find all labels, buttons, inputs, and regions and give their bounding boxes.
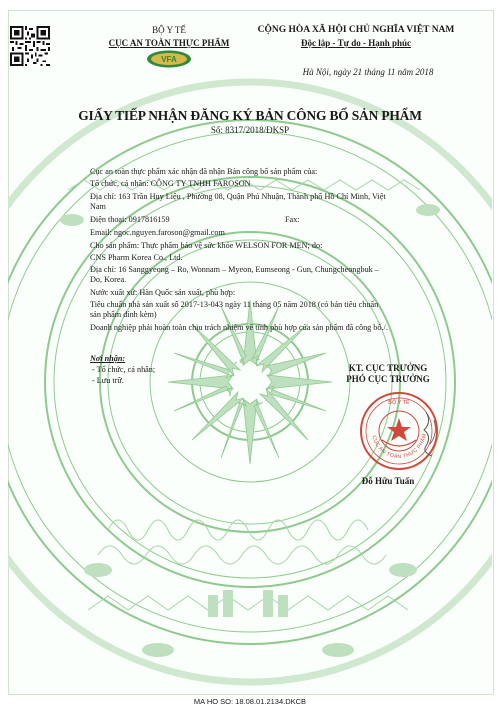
vfa-logo: [145, 49, 193, 69]
signer-role-2: PHÓ CỤC TRƯỞNG: [346, 374, 430, 384]
agency-name: CỤC AN TOÀN THỰC PHẨM: [108, 38, 230, 48]
official-stamp: [356, 390, 456, 472]
organization-line: Tổ chức, cá nhân: CÔNG TY TNHH FAROSON: [90, 179, 251, 188]
recipient-item: - Tổ chức, cá nhân;: [92, 365, 156, 374]
address-line-1: Địa chỉ: 163 Trần Huy Liệu , Phường 08, Quận Phú Nhuận, Thành phố Hồ Chí Minh, Việt: [90, 192, 386, 201]
manufacturer-address-line-2: Do, Korea.: [90, 275, 127, 284]
product-line: Cho sản phẩm: Thực phẩm bảo vệ sức khỏe WELSON FOR MEN; do:: [90, 241, 323, 250]
address-line-2: Nam: [90, 202, 106, 211]
dossier-code: MA HO SO: 18.08.01.2134.DKCB: [193, 697, 307, 706]
recipients-heading: Nơi nhận:: [90, 354, 126, 363]
signer-name: Đỗ Hữu Tuấn: [361, 476, 415, 486]
intro-line: Cục an toàn thực phẩm xác nhận đã nhận Bản công bố sản phẩm của:: [90, 167, 318, 176]
vfa-logo-text: VFA: [161, 55, 177, 64]
manufacturer-line: CNS Pharm Korea Co., Ltd.: [90, 253, 183, 262]
place-and-date: Hà Nội, ngày 21 tháng 11 năm 2018: [302, 67, 434, 77]
stamp-top-text: BỘ Y TẾ: [388, 400, 410, 406]
fax-line: Fax:: [285, 215, 300, 224]
responsibility-line: Doanh nghiệp phải hoàn toàn chịu trách nhiệm về tính phù hợp của sản phẩm đã công bố./.: [90, 323, 388, 332]
phone-line: Điện thoại: 0917816159: [90, 215, 170, 224]
national-motto: Độc lập - Tự do - Hạnh phúc: [300, 38, 411, 48]
qr-code: [10, 26, 50, 66]
certificate-number: Số: 8317/2018/ĐKSP: [210, 125, 290, 135]
origin-line: Nước xuất xứ: Hàn Quốc sản xuất, phù hợp:: [90, 288, 236, 297]
ministry-name: BỘ Y TẾ: [152, 25, 186, 35]
document-title: GIẤY TIẾP NHẬN ĐĂNG KÝ BẢN CÔNG BỐ SẢN PHẨM: [78, 108, 422, 123]
country-name: CỘNG HÒA XÃ HỘI CHỦ NGHĨA VIỆT NAM: [257, 25, 455, 35]
signer-role-1: KT. CỤC TRƯỞNG: [348, 363, 428, 373]
manufacturer-address-line-1: Địa chỉ: 16 Sanggyeong – Ro, Wonnam – Myeon, Eumseong - Gun, Chungcheongbuk –: [90, 265, 379, 274]
recipient-item: - Lưu trữ.: [92, 376, 124, 385]
standard-line-1: Tiêu chuẩn nhà sản xuất số 2017-13-043 ngày 11 tháng 05 năm 2018 (có bản tiêu chuẩn: [90, 300, 379, 309]
stamp-ring-text: CỤC AN TOÀN THỰC PHẨM: [370, 432, 428, 461]
email-line: Email: ngoc.nguyen.faroson@gmail.com: [90, 228, 225, 237]
standard-line-2: sản phẩm đính kèm): [90, 310, 157, 319]
